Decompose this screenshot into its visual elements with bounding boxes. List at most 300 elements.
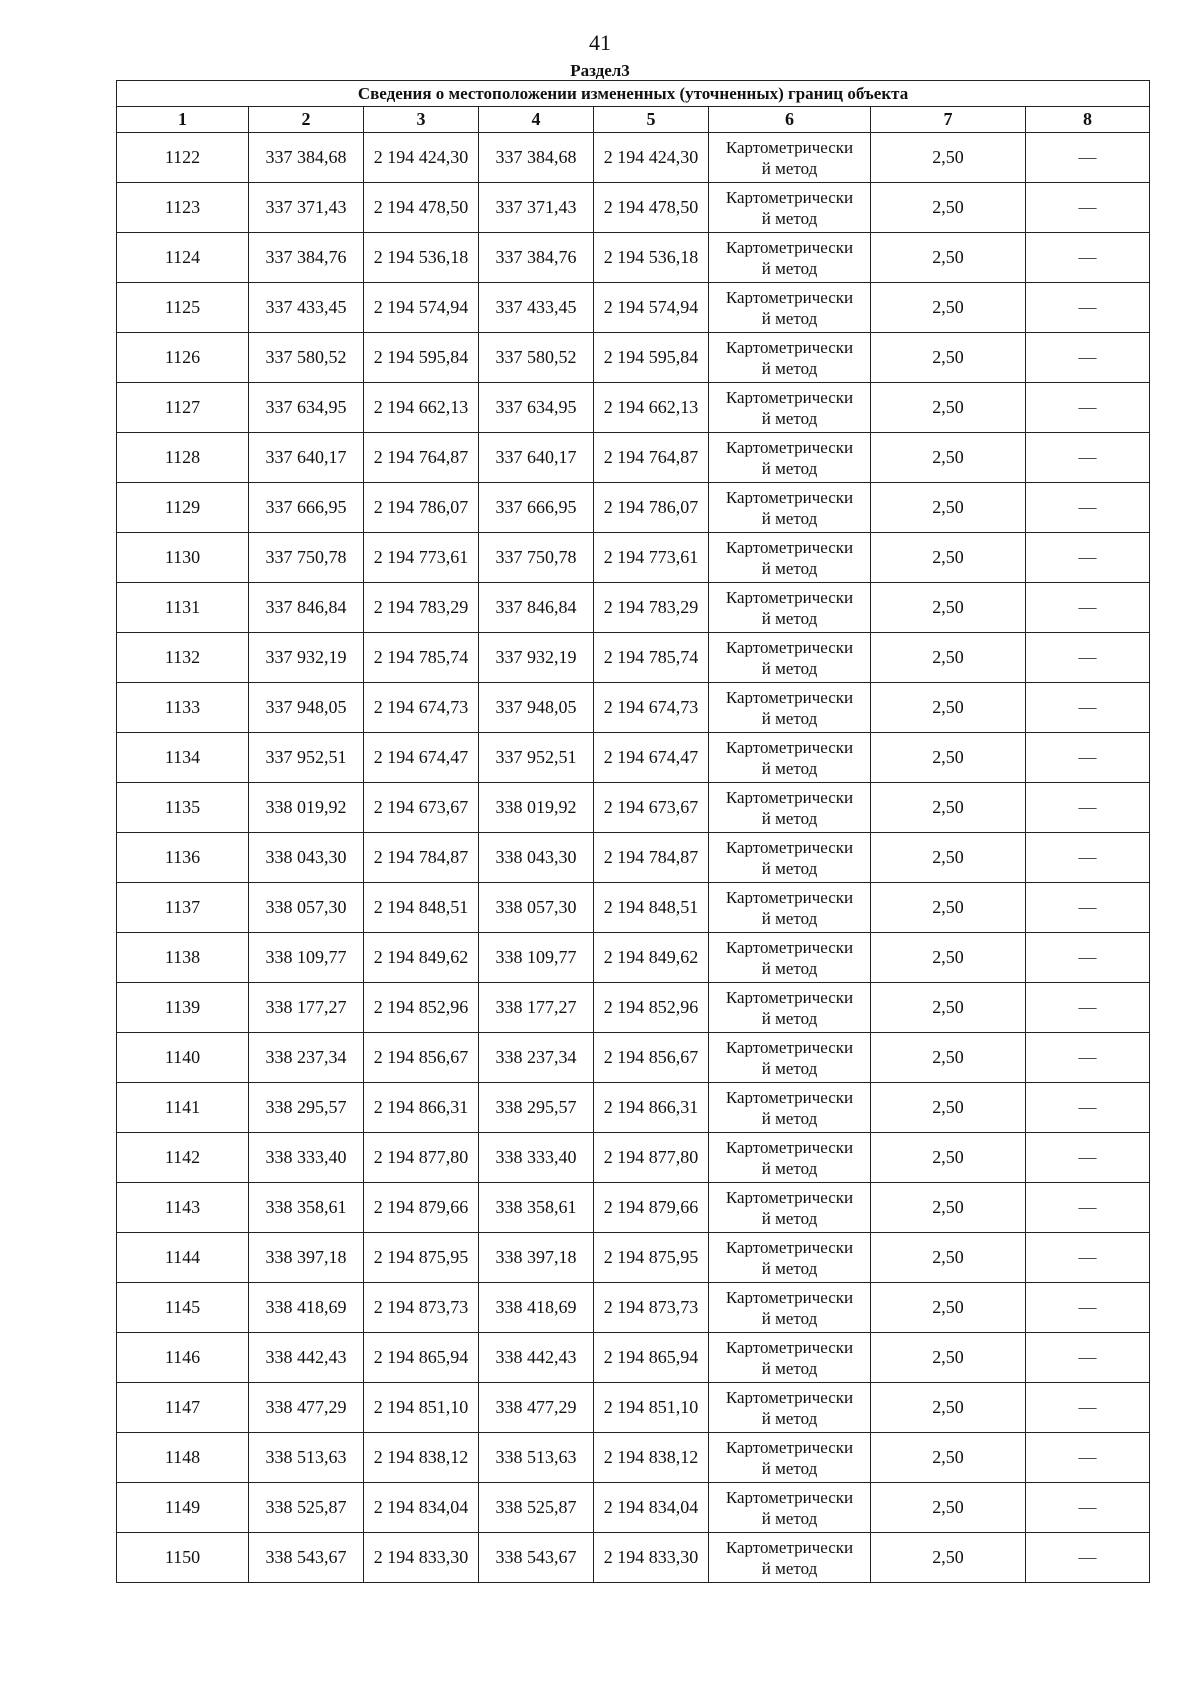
method-line-2: й метод (761, 758, 818, 778)
method-line-2: й метод (761, 158, 818, 178)
method-line-2: й метод (761, 1008, 818, 1028)
accuracy-cell: 2,50 (871, 1233, 1026, 1283)
x-new-cell: 338 418,69 (479, 1283, 594, 1333)
table-row (117, 383, 1150, 433)
method-line-1: Картометрически (725, 287, 854, 307)
x-existing-cell: 337 948,05 (249, 683, 364, 733)
point-number-cell: 1131 (117, 583, 249, 633)
point-number-cell: 1150 (117, 1533, 249, 1583)
method-line-2: й метод (761, 658, 818, 678)
method-line-1: Картометрически (725, 1287, 854, 1307)
description-cell: — (1026, 583, 1150, 633)
x-new-cell: 337 846,84 (479, 583, 594, 633)
x-existing-cell: 338 525,87 (249, 1483, 364, 1533)
method-line-1: Картометрически (725, 487, 854, 507)
x-existing-cell: 338 109,77 (249, 933, 364, 983)
table-row (117, 1033, 1150, 1083)
accuracy-cell: 2,50 (871, 233, 1026, 283)
method-line-2: й метод (761, 908, 818, 928)
description-cell: — (1026, 1133, 1150, 1183)
table-row (117, 1183, 1150, 1233)
x-existing-cell: 337 640,17 (249, 433, 364, 483)
table-row (117, 1283, 1150, 1333)
point-number-cell: 1127 (117, 383, 249, 433)
method-line-1: Картометрически (725, 1137, 854, 1157)
method-line-2: й метод (761, 1308, 818, 1328)
method-cell (709, 1533, 871, 1583)
y-new-cell: 2 194 852,96 (594, 983, 709, 1033)
table-row (117, 133, 1150, 183)
x-new-cell: 337 634,95 (479, 383, 594, 433)
y-new-cell: 2 194 875,95 (594, 1233, 709, 1283)
column-number-4: 4 (479, 107, 594, 133)
description-cell: — (1026, 633, 1150, 683)
table-row (117, 1383, 1150, 1433)
description-cell: — (1026, 433, 1150, 483)
y-new-cell: 2 194 849,62 (594, 933, 709, 983)
x-new-cell: 337 384,76 (479, 233, 594, 283)
method-line-2: й метод (761, 608, 818, 628)
method-line-2: й метод (761, 358, 818, 378)
y-existing-cell: 2 194 786,07 (364, 483, 479, 533)
x-existing-cell: 337 384,68 (249, 133, 364, 183)
y-existing-cell: 2 194 849,62 (364, 933, 479, 983)
accuracy-cell: 2,50 (871, 1133, 1026, 1183)
accuracy-cell: 2,50 (871, 683, 1026, 733)
method-line-2: й метод (761, 1408, 818, 1428)
y-new-cell: 2 194 786,07 (594, 483, 709, 533)
method-line-1: Картометрически (725, 187, 854, 207)
y-new-cell: 2 194 851,10 (594, 1383, 709, 1433)
y-existing-cell: 2 194 662,13 (364, 383, 479, 433)
page-number: 41 (589, 30, 611, 55)
method-cell (709, 783, 871, 833)
method-line-1: Картометрически (725, 337, 854, 357)
method-line-1: Картометрически (725, 1237, 854, 1257)
method-cell (709, 1233, 871, 1283)
point-number-cell: 1141 (117, 1083, 249, 1133)
y-existing-cell: 2 194 574,94 (364, 283, 479, 333)
accuracy-cell: 2,50 (871, 1083, 1026, 1133)
method-line-2: й метод (761, 858, 818, 878)
x-new-cell: 337 371,43 (479, 183, 594, 233)
x-existing-cell: 337 580,52 (249, 333, 364, 383)
x-existing-cell: 338 418,69 (249, 1283, 364, 1333)
y-new-cell: 2 194 838,12 (594, 1433, 709, 1483)
point-number-cell: 1144 (117, 1233, 249, 1283)
x-new-cell: 337 750,78 (479, 533, 594, 583)
y-new-cell: 2 194 866,31 (594, 1083, 709, 1133)
method-line-1: Картометрически (725, 587, 854, 607)
method-cell (709, 883, 871, 933)
method-cell (709, 733, 871, 783)
y-existing-cell: 2 194 875,95 (364, 1233, 479, 1283)
method-cell (709, 1033, 871, 1083)
method-line-2: й метод (761, 1058, 818, 1078)
x-new-cell: 338 043,30 (479, 833, 594, 883)
x-new-cell: 338 057,30 (479, 883, 594, 933)
method-line-1: Картометрически (725, 987, 854, 1007)
x-new-cell: 338 358,61 (479, 1183, 594, 1233)
method-line-1: Картометрически (725, 437, 854, 457)
method-cell (709, 1283, 871, 1333)
method-line-2: й метод (761, 308, 818, 328)
point-number-cell: 1130 (117, 533, 249, 583)
description-cell: — (1026, 1433, 1150, 1483)
table-row (117, 1533, 1150, 1583)
y-new-cell: 2 194 662,13 (594, 383, 709, 433)
method-line-2: й метод (761, 808, 818, 828)
method-line-2: й метод (761, 408, 818, 428)
point-number-cell: 1136 (117, 833, 249, 883)
table-row (117, 533, 1150, 583)
y-new-cell: 2 194 674,47 (594, 733, 709, 783)
method-cell (709, 683, 871, 733)
table-row (117, 1233, 1150, 1283)
x-existing-cell: 338 477,29 (249, 1383, 364, 1433)
x-existing-cell: 338 295,57 (249, 1083, 364, 1133)
x-existing-cell: 338 513,63 (249, 1433, 364, 1483)
description-cell: — (1026, 1033, 1150, 1083)
y-existing-cell: 2 194 673,67 (364, 783, 479, 833)
method-line-1: Картометрически (725, 137, 854, 157)
method-cell (709, 933, 871, 983)
accuracy-cell: 2,50 (871, 433, 1026, 483)
y-existing-cell: 2 194 785,74 (364, 633, 479, 683)
y-existing-cell: 2 194 834,04 (364, 1483, 479, 1533)
method-line-1: Картометрически (725, 1387, 854, 1407)
y-existing-cell: 2 194 784,87 (364, 833, 479, 883)
point-number-cell: 1138 (117, 933, 249, 983)
y-existing-cell: 2 194 865,94 (364, 1333, 479, 1383)
column-number-5: 5 (594, 107, 709, 133)
table-row (117, 933, 1150, 983)
y-new-cell: 2 194 856,67 (594, 1033, 709, 1083)
y-new-cell: 2 194 879,66 (594, 1183, 709, 1233)
y-existing-cell: 2 194 478,50 (364, 183, 479, 233)
description-cell: — (1026, 483, 1150, 533)
method-line-1: Картометрически (725, 1437, 854, 1457)
point-number-cell: 1143 (117, 1183, 249, 1233)
x-new-cell: 338 513,63 (479, 1433, 594, 1483)
accuracy-cell: 2,50 (871, 533, 1026, 583)
point-number-cell: 1134 (117, 733, 249, 783)
x-existing-cell: 337 952,51 (249, 733, 364, 783)
y-new-cell: 2 194 877,80 (594, 1133, 709, 1183)
accuracy-cell: 2,50 (871, 183, 1026, 233)
method-line-1: Картометрически (725, 1337, 854, 1357)
x-new-cell: 338 442,43 (479, 1333, 594, 1383)
column-number-6: 6 (709, 107, 871, 133)
column-number-3: 3 (364, 107, 479, 133)
x-new-cell: 337 948,05 (479, 683, 594, 733)
x-existing-cell: 337 666,95 (249, 483, 364, 533)
method-cell (709, 833, 871, 883)
y-existing-cell: 2 194 873,73 (364, 1283, 479, 1333)
x-new-cell: 338 237,34 (479, 1033, 594, 1083)
y-existing-cell: 2 194 674,73 (364, 683, 479, 733)
x-existing-cell: 337 634,95 (249, 383, 364, 433)
table-row (117, 1333, 1150, 1383)
point-number-cell: 1142 (117, 1133, 249, 1183)
description-cell: — (1026, 1533, 1150, 1583)
description-cell: — (1026, 1083, 1150, 1133)
method-line-1: Картометрически (725, 1037, 854, 1057)
point-number-cell: 1122 (117, 133, 249, 183)
y-existing-cell: 2 194 879,66 (364, 1183, 479, 1233)
y-new-cell: 2 194 764,87 (594, 433, 709, 483)
y-new-cell: 2 194 574,94 (594, 283, 709, 333)
x-new-cell: 338 109,77 (479, 933, 594, 983)
point-number-cell: 1126 (117, 333, 249, 383)
method-cell (709, 233, 871, 283)
method-cell (709, 1183, 871, 1233)
x-existing-cell: 338 397,18 (249, 1233, 364, 1283)
accuracy-cell: 2,50 (871, 1483, 1026, 1533)
x-new-cell: 338 477,29 (479, 1383, 594, 1433)
table-row (117, 583, 1150, 633)
table-row (117, 233, 1150, 283)
accuracy-cell: 2,50 (871, 783, 1026, 833)
method-line-1: Картометрически (725, 887, 854, 907)
table-caption: Сведения о местоположении измененных (уточненных) границ объекта (117, 81, 1150, 107)
table-row (117, 183, 1150, 233)
y-new-cell: 2 194 848,51 (594, 883, 709, 933)
table-row (117, 833, 1150, 883)
method-line-2: й метод (761, 208, 818, 228)
y-existing-cell: 2 194 838,12 (364, 1433, 479, 1483)
accuracy-cell: 2,50 (871, 133, 1026, 183)
y-new-cell: 2 194 595,84 (594, 333, 709, 383)
accuracy-cell: 2,50 (871, 1183, 1026, 1233)
description-cell: — (1026, 283, 1150, 333)
x-existing-cell: 338 237,34 (249, 1033, 364, 1083)
method-line-2: й метод (761, 1108, 818, 1128)
method-line-2: й метод (761, 1458, 818, 1478)
method-line-2: й метод (761, 708, 818, 728)
method-line-2: й метод (761, 508, 818, 528)
description-cell: — (1026, 333, 1150, 383)
y-existing-cell: 2 194 783,29 (364, 583, 479, 633)
point-number-cell: 1139 (117, 983, 249, 1033)
table-row (117, 783, 1150, 833)
y-existing-cell: 2 194 674,47 (364, 733, 479, 783)
x-existing-cell: 338 019,92 (249, 783, 364, 833)
method-line-1: Картометрически (725, 837, 854, 857)
y-new-cell: 2 194 674,73 (594, 683, 709, 733)
method-line-2: й метод (761, 258, 818, 278)
column-number-8: 8 (1026, 107, 1150, 133)
accuracy-cell: 2,50 (871, 733, 1026, 783)
method-cell (709, 533, 871, 583)
table-row (117, 633, 1150, 683)
method-cell (709, 283, 871, 333)
x-existing-cell: 338 057,30 (249, 883, 364, 933)
x-existing-cell: 338 442,43 (249, 1333, 364, 1383)
description-cell: — (1026, 383, 1150, 433)
method-line-1: Картометрически (725, 1487, 854, 1507)
y-new-cell: 2 194 478,50 (594, 183, 709, 233)
y-existing-cell: 2 194 856,67 (364, 1033, 479, 1083)
x-new-cell: 337 580,52 (479, 333, 594, 383)
table-row (117, 333, 1150, 383)
point-number-cell: 1146 (117, 1333, 249, 1383)
y-new-cell: 2 194 785,74 (594, 633, 709, 683)
x-existing-cell: 337 932,19 (249, 633, 364, 683)
method-cell (709, 1333, 871, 1383)
method-line-2: й метод (761, 958, 818, 978)
accuracy-cell: 2,50 (871, 633, 1026, 683)
point-number-cell: 1147 (117, 1383, 249, 1433)
point-number-cell: 1145 (117, 1283, 249, 1333)
y-existing-cell: 2 194 852,96 (364, 983, 479, 1033)
method-cell (709, 583, 871, 633)
accuracy-cell: 2,50 (871, 283, 1026, 333)
x-new-cell: 337 640,17 (479, 433, 594, 483)
point-number-cell: 1125 (117, 283, 249, 333)
method-line-1: Картометрически (725, 1187, 854, 1207)
method-line-1: Картометрически (725, 537, 854, 557)
x-new-cell: 337 932,19 (479, 633, 594, 683)
table-row (117, 883, 1150, 933)
table-row (117, 1133, 1150, 1183)
method-cell (709, 1133, 871, 1183)
accuracy-cell: 2,50 (871, 1433, 1026, 1483)
x-new-cell: 337 433,45 (479, 283, 594, 333)
y-existing-cell: 2 194 848,51 (364, 883, 479, 933)
method-line-1: Картометрически (725, 1087, 854, 1107)
y-existing-cell: 2 194 833,30 (364, 1533, 479, 1583)
y-existing-cell: 2 194 536,18 (364, 233, 479, 283)
y-new-cell: 2 194 833,30 (594, 1533, 709, 1583)
description-cell: — (1026, 1333, 1150, 1383)
method-cell (709, 1483, 871, 1533)
method-line-2: й метод (761, 1508, 818, 1528)
table-row (117, 1083, 1150, 1133)
x-existing-cell: 338 543,67 (249, 1533, 364, 1583)
x-existing-cell: 337 371,43 (249, 183, 364, 233)
y-existing-cell: 2 194 866,31 (364, 1083, 479, 1133)
description-cell: — (1026, 1183, 1150, 1233)
point-number-cell: 1137 (117, 883, 249, 933)
x-existing-cell: 338 358,61 (249, 1183, 364, 1233)
method-cell (709, 383, 871, 433)
accuracy-cell: 2,50 (871, 1333, 1026, 1383)
method-line-1: Картометрически (725, 737, 854, 757)
accuracy-cell: 2,50 (871, 383, 1026, 433)
x-new-cell: 337 384,68 (479, 133, 594, 183)
method-line-2: й метод (761, 1208, 818, 1228)
method-cell (709, 183, 871, 233)
method-line-2: й метод (761, 1558, 818, 1578)
point-number-cell: 1140 (117, 1033, 249, 1083)
accuracy-cell: 2,50 (871, 333, 1026, 383)
method-line-1: Картометрически (725, 1537, 854, 1557)
table-row (117, 733, 1150, 783)
coordinates-table (116, 80, 1150, 1583)
method-line-2: й метод (761, 1158, 818, 1178)
description-cell: — (1026, 933, 1150, 983)
description-cell: — (1026, 1483, 1150, 1533)
x-new-cell: 338 295,57 (479, 1083, 594, 1133)
method-line-1: Картометрически (725, 687, 854, 707)
method-line-1: Картометрически (725, 387, 854, 407)
method-cell (709, 983, 871, 1033)
point-number-cell: 1129 (117, 483, 249, 533)
y-new-cell: 2 194 773,61 (594, 533, 709, 583)
accuracy-cell: 2,50 (871, 883, 1026, 933)
point-number-cell: 1123 (117, 183, 249, 233)
table-row (117, 283, 1150, 333)
method-line-1: Картометрически (725, 237, 854, 257)
description-cell: — (1026, 833, 1150, 883)
y-new-cell: 2 194 865,94 (594, 1333, 709, 1383)
description-cell: — (1026, 183, 1150, 233)
y-existing-cell: 2 194 764,87 (364, 433, 479, 483)
x-new-cell: 337 666,95 (479, 483, 594, 533)
column-number-7: 7 (871, 107, 1026, 133)
method-cell (709, 1383, 871, 1433)
y-new-cell: 2 194 673,67 (594, 783, 709, 833)
y-new-cell: 2 194 783,29 (594, 583, 709, 633)
x-new-cell: 338 333,40 (479, 1133, 594, 1183)
point-number-cell: 1132 (117, 633, 249, 683)
y-new-cell: 2 194 834,04 (594, 1483, 709, 1533)
x-existing-cell: 337 433,45 (249, 283, 364, 333)
x-new-cell: 338 525,87 (479, 1483, 594, 1533)
description-cell: — (1026, 1383, 1150, 1433)
table-row (117, 483, 1150, 533)
accuracy-cell: 2,50 (871, 983, 1026, 1033)
method-line-1: Картометрически (725, 787, 854, 807)
y-new-cell: 2 194 873,73 (594, 1283, 709, 1333)
x-new-cell: 337 952,51 (479, 733, 594, 783)
table-body (117, 133, 1150, 1583)
y-existing-cell: 2 194 595,84 (364, 333, 479, 383)
x-new-cell: 338 177,27 (479, 983, 594, 1033)
y-new-cell: 2 194 784,87 (594, 833, 709, 883)
table-row (117, 983, 1150, 1033)
y-new-cell: 2 194 536,18 (594, 233, 709, 283)
description-cell: — (1026, 883, 1150, 933)
table-row (117, 1433, 1150, 1483)
x-existing-cell: 338 177,27 (249, 983, 364, 1033)
description-cell: — (1026, 133, 1150, 183)
accuracy-cell: 2,50 (871, 933, 1026, 983)
x-new-cell: 338 019,92 (479, 783, 594, 833)
point-number-cell: 1135 (117, 783, 249, 833)
method-cell (709, 433, 871, 483)
accuracy-cell: 2,50 (871, 833, 1026, 883)
column-number-1: 1 (117, 107, 249, 133)
accuracy-cell: 2,50 (871, 1033, 1026, 1083)
point-number-cell: 1124 (117, 233, 249, 283)
point-number-cell: 1149 (117, 1483, 249, 1533)
table-row (117, 1483, 1150, 1533)
method-line-1: Картометрически (725, 937, 854, 957)
accuracy-cell: 2,50 (871, 583, 1026, 633)
description-cell: — (1026, 983, 1150, 1033)
point-number-cell: 1128 (117, 433, 249, 483)
table-row (117, 433, 1150, 483)
method-line-1: Картометрически (725, 637, 854, 657)
x-new-cell: 338 543,67 (479, 1533, 594, 1583)
x-existing-cell: 337 846,84 (249, 583, 364, 633)
description-cell: — (1026, 783, 1150, 833)
method-line-2: й метод (761, 458, 818, 478)
x-new-cell: 338 397,18 (479, 1233, 594, 1283)
description-cell: — (1026, 1283, 1150, 1333)
